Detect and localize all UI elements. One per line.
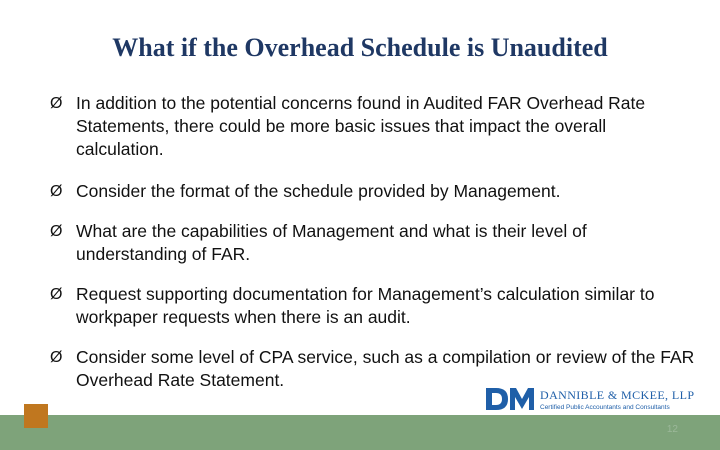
bullet-item xyxy=(48,92,698,161)
bullet-item xyxy=(48,283,698,329)
arrow-bullet-icon: Ø xyxy=(50,183,63,200)
page-number: 12 xyxy=(666,424,678,435)
bullet-list xyxy=(48,92,698,409)
logo-name: DANNIBLE & MCKEE, LLP xyxy=(540,388,695,402)
company-logo xyxy=(484,385,694,415)
arrow-bullet-icon: Ø xyxy=(50,349,63,366)
bullet-text: Consider some level of CPA service, such as a compilation or review of the FAR Overhead Rate Statement. xyxy=(76,347,695,390)
bullet-item xyxy=(48,220,698,266)
bullet-item xyxy=(48,180,698,203)
footer-accent-square xyxy=(24,404,48,428)
bullet-text: Request supporting documentation for Management’s calculation similar to workpaper requests when there is an audit. xyxy=(76,284,655,327)
logo-tagline: Certified Public Accountants and Consultants xyxy=(540,404,670,411)
bullet-text: What are the capabilities of Management and what is their level of understanding of FAR. xyxy=(76,221,587,264)
arrow-bullet-icon: Ø xyxy=(50,223,63,240)
dm-monogram-icon xyxy=(484,385,536,413)
arrow-bullet-icon: Ø xyxy=(50,286,63,303)
footer-band xyxy=(0,415,720,450)
slide-title: What if the Overhead Schedule is Unaudited xyxy=(112,33,608,62)
bullet-text: Consider the format of the schedule provided by Management. xyxy=(76,181,561,201)
arrow-bullet-icon: Ø xyxy=(50,95,63,112)
bullet-text: In addition to the potential concerns found in Audited FAR Overhead Rate Statements, there could be more basic issues that impact the overall calculation. xyxy=(76,93,646,159)
